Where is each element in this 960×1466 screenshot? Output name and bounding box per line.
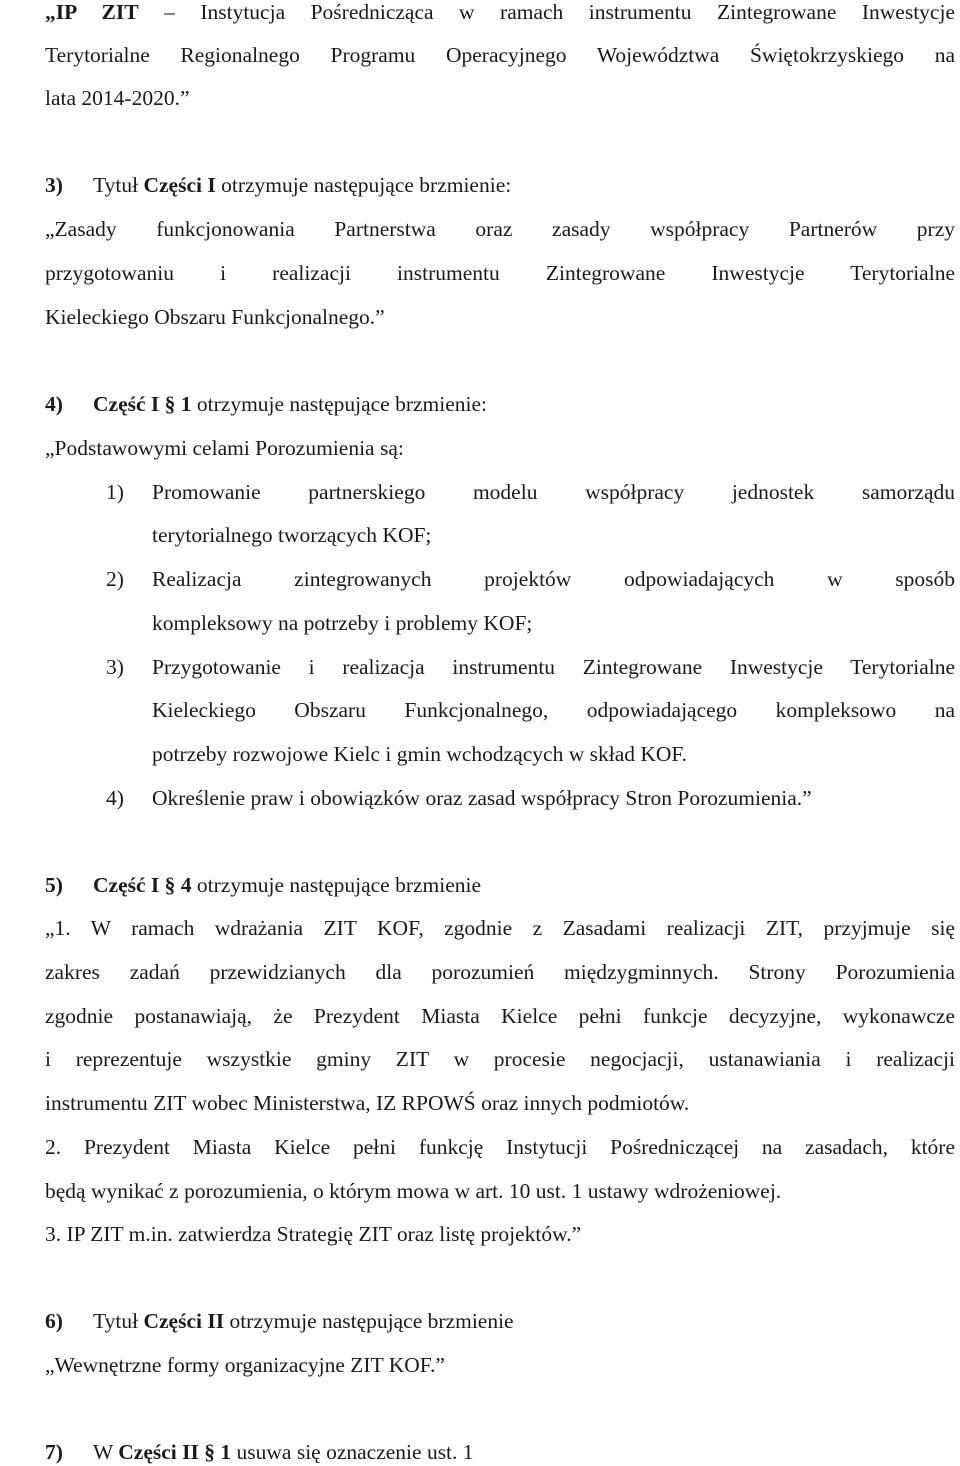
- item-3-line-1: „Zasady funkcjonowania Partnerstwa oraz zasady współpracy Partnerów przy: [45, 217, 955, 241]
- item-3-line-3: Kieleckiego Obszaru Funkcjonalnego.”: [45, 305, 385, 329]
- item-5-line-1: „1. W ramach wdrażania ZIT KOF, zgodnie z Zasadami realizacji ZIT, przyjmuje się: [45, 916, 955, 940]
- item-number: 4): [45, 392, 63, 416]
- sub-item-4-line-1: Określenie praw i obowiązków oraz zasad współpracy Stron Porozumienia.”: [152, 786, 812, 810]
- sub-item-2-line-1: Realizacja zintegrowanych projektów odpowiadających w sposób: [152, 567, 955, 591]
- sub-item-1-line-1: Promowanie partnerskiego modelu współpracy jednostek samorządu: [152, 480, 955, 504]
- intro-line-2: Terytorialne Regionalnego Programu Operacyjnego Województwa Świętokrzyskiego na: [45, 43, 955, 67]
- item-6-line-1: „Wewnętrzne formy organizacyjne ZIT KOF.”: [45, 1353, 445, 1377]
- item-5-line-7: będą wynikać z porozumienia, o którym mowa w art. 10 ust. 1 ustawy wdrożeniowej.: [45, 1179, 782, 1203]
- sub-item-1-line-2: terytorialnego tworzących KOF;: [152, 523, 432, 547]
- item-5-line-2: zakres zadań przewidzianych dla porozumień międzygminnych. Strony Porozumienia: [45, 960, 955, 984]
- item-5-line-8: 3. IP ZIT m.in. zatwierdza Strategię ZIT oraz listę projektów.”: [45, 1222, 582, 1246]
- item-number: 7): [45, 1440, 63, 1464]
- intro-line-3: lata 2014-2020.”: [45, 86, 190, 110]
- item-5-line-3: zgodnie postanawiają, że Prezydent Miasta Kielce pełni funkcje decyzyjne, wykonawcze: [45, 1004, 955, 1028]
- intro-line-1: „IP ZIT – Instytucja Pośrednicząca w ramach instrumentu Zintegrowane Inwestycje: [45, 0, 955, 24]
- sub-item-number: 1): [106, 480, 124, 504]
- sub-item-3-line-3: potrzeby rozwojowe Kielc i gmin wchodzących w skład KOF.: [152, 742, 688, 766]
- item-4-intro: „Podstawowymi celami Porozumienia są:: [45, 436, 404, 460]
- sub-item-number: 4): [106, 786, 124, 810]
- item-5-line-4: i reprezentuje wszystkie gminy ZIT w procesie negocjacji, ustanawiania i realizacji: [45, 1047, 955, 1071]
- item-number: 6): [45, 1309, 63, 1333]
- item-3-line-2: przygotowaniu i realizacji instrumentu Zintegrowane Inwestycje Terytorialne: [45, 261, 955, 285]
- sub-item-number: 3): [106, 655, 124, 679]
- item-number: 5): [45, 873, 63, 897]
- sub-item-2-line-2: kompleksowy na potrzeby i problemy KOF;: [152, 611, 533, 635]
- item-5-line-6: 2. Prezydent Miasta Kielce pełni funkcję Instytucji Pośredniczącej na zasadach, które: [45, 1135, 955, 1159]
- sub-item-3-line-2: Kieleckiego Obszaru Funkcjonalnego, odpowiadającego kompleksowo na: [152, 698, 955, 722]
- sub-item-3-line-1: Przygotowanie i realizacja instrumentu Zintegrowane Inwestycje Terytorialne: [152, 655, 955, 679]
- item-5-line-5: instrumentu ZIT wobec Ministerstwa, IZ RPOWŚ oraz innych podmiotów.: [45, 1091, 690, 1115]
- sub-item-number: 2): [106, 567, 124, 591]
- item-number: 3): [45, 173, 63, 197]
